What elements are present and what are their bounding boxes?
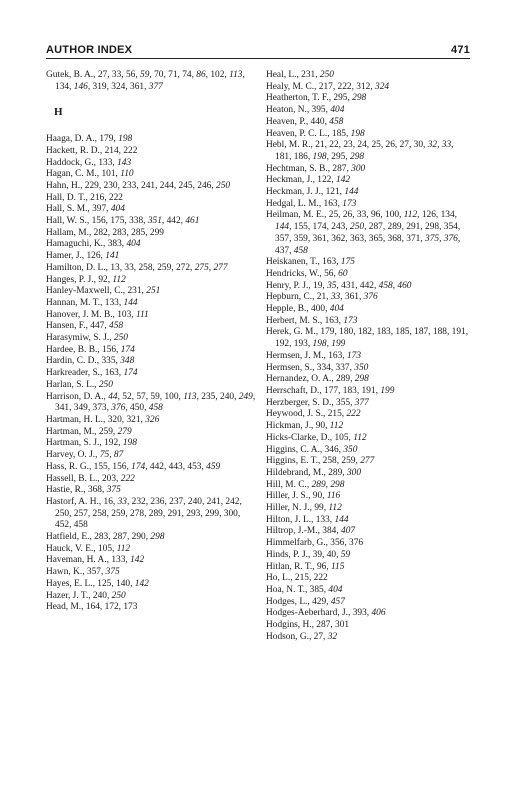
index-entry [46, 263, 256, 275]
reference-page-italic: 44 [108, 391, 118, 402]
reference-page-italic: 144 [344, 187, 359, 198]
index-entry [266, 210, 472, 257]
entry-text: , 341, 349, 373, [55, 391, 256, 414]
reference-page-italic: 112 [328, 503, 342, 514]
reference-page-italic: 377 [148, 81, 163, 92]
reference-page-italic: 59 [340, 549, 351, 560]
reference-page-italic: 35 [327, 280, 337, 291]
index-entry [266, 70, 472, 82]
index-entry [266, 82, 472, 94]
index-entry [46, 579, 256, 591]
index-entry [46, 438, 256, 450]
index-entry [266, 140, 472, 163]
index-entry [46, 146, 256, 158]
entry-text: Heal, L., 231, [266, 70, 320, 80]
reference-page-italic: 146 [73, 81, 88, 92]
index-entry [46, 286, 256, 298]
reference-page-italic: 249 [238, 391, 253, 402]
entry-text: Haaga, D. A., 179, [46, 134, 119, 145]
index-entry [266, 105, 472, 117]
entry-text: Hiller, N. J., 99, [266, 503, 329, 514]
entry-text: Ho, L., 215, 222 [266, 573, 328, 584]
entry-text: Hicks-Clarke, D., 105, [266, 432, 354, 443]
index-entry [46, 380, 256, 392]
reference-page-italic: 32, 33 [427, 140, 452, 151]
index-entry [46, 544, 256, 556]
entry-text: Hodges, L., 429, [266, 596, 331, 607]
index-entry [266, 164, 472, 176]
index-entry [266, 526, 472, 538]
reference-page-italic: 33 [117, 496, 127, 507]
entry-text: Hass, R. G., 155, 156, [46, 461, 132, 472]
entry-text: , 437, [275, 233, 461, 256]
reference-page-italic: 112 [329, 421, 344, 432]
reference-page-italic: 376 [111, 403, 126, 414]
entry-text: Harasymiw, S. J., [46, 333, 114, 344]
entry-text: , 181, 186, [275, 140, 454, 162]
index-entry [266, 304, 472, 316]
index-entry [266, 269, 472, 281]
index-entry [46, 555, 256, 567]
entry-text: Hamaguchi, K., 383, [46, 239, 127, 250]
reference-page-italic: 298 [150, 532, 165, 543]
reference-page-italic: 175 [340, 257, 355, 268]
entry-text: , 442, 443, 453, [145, 461, 207, 472]
entry-text: Heaven, P. C. L., 185, [266, 128, 351, 139]
index-entry [266, 562, 472, 574]
index-entry [46, 462, 256, 474]
reference-page-italic: 173 [343, 315, 358, 326]
reference-page-italic: 222 [346, 409, 361, 420]
entry-text: , 442, [161, 216, 186, 227]
reference-page-italic: 458 [293, 245, 308, 256]
index-entry [46, 298, 256, 310]
entry-text: Hauck, V. E., 105, [46, 543, 117, 554]
reference-page-italic: 250 [113, 333, 128, 344]
index-entry [46, 239, 256, 251]
index-entry [266, 597, 472, 609]
entry-text: , 126, 134, [417, 210, 457, 221]
running-header [46, 44, 470, 56]
entry-text: Hartman, M., 259, [46, 426, 118, 437]
index-entry [46, 497, 256, 532]
index-entry [46, 70, 256, 93]
entry-text: Hassell, B. L., 203, [46, 473, 121, 484]
entry-text: Hermsen, J. M., 163, [266, 350, 347, 361]
reference-page-italic: 279 [117, 426, 132, 437]
reference-page-italic: 404 [330, 105, 345, 116]
reference-page-italic: 376 [363, 292, 378, 303]
reference-page-italic: 32 [327, 631, 338, 642]
reference-page-italic: 289, 298 [311, 479, 345, 490]
reference-page-italic: 59 [140, 70, 150, 80]
entry-text: , 232, 236, 237, 240, 241, 242, 250, 257, 258, 259, 278, 289, 291, 293, 299, 300, 452, 458 [55, 496, 242, 531]
entry-text: Hebl, M. R., 21, 22, 23, 24, 25, 26, 27, 30, [266, 140, 428, 151]
reference-page-italic: 198 [350, 128, 365, 139]
reference-page-italic: 112 [403, 210, 418, 221]
entry-text: , 155, 174, 243, [289, 222, 350, 233]
reference-page-italic: 174 [131, 461, 146, 472]
index-entry [46, 134, 256, 146]
reference-page-italic: 404 [110, 204, 125, 215]
index-entry [46, 216, 256, 228]
reference-page-italic: 115 [331, 561, 345, 572]
reference-page-italic: 144 [275, 222, 290, 233]
reference-page-italic: 375, 376 [425, 233, 458, 244]
reference-page-italic: 457 [330, 596, 345, 607]
reference-page-italic: 173 [346, 350, 362, 361]
reference-page-italic: 142 [134, 578, 149, 589]
reference-page-italic: 298 [352, 93, 367, 104]
entry-text: Hardee, B. B., 156, [46, 344, 121, 355]
index-entry [46, 169, 256, 181]
entry-text: Hanges, P. J., 92, [46, 274, 113, 285]
reference-page-italic: 33 [330, 292, 341, 303]
entry-text: Heaton, N., 395, [266, 105, 331, 116]
index-entry [46, 532, 256, 544]
index-entry [266, 573, 472, 585]
index-entry [266, 421, 472, 433]
index-entry [46, 485, 256, 497]
entry-text: Hahn, H., 229, 230, 233, 241, 244, 245, 246, [46, 180, 217, 191]
entry-text: Hodges-Aeberhard, J., 393, [266, 608, 372, 619]
reference-page-italic: 143 [117, 157, 132, 168]
entry-text: , 134, [55, 70, 245, 92]
index-entry [266, 468, 472, 480]
index-entry [46, 602, 256, 614]
entry-text: , 52, 57, 59, 100, [117, 391, 184, 402]
entry-text: Harlan, S. L., [46, 379, 99, 390]
entry-text: , 70, 71, 74, [149, 70, 197, 80]
reference-page-italic: 250 [98, 379, 113, 390]
reference-page-italic: 350 [354, 362, 369, 373]
entry-text: Hansen, F., 447, [46, 321, 110, 332]
reference-page-italic: 174 [123, 368, 138, 379]
reference-page-italic: 110 [120, 169, 134, 180]
entry-text: Hendricks, W., 56, [266, 268, 339, 279]
entry-text: Heatherton, T. F., 295, [266, 93, 353, 104]
reference-page-italic: 174 [120, 344, 135, 355]
index-entry [266, 585, 472, 597]
entry-text: Heaven, P., 440, [266, 116, 330, 127]
entry-text: Hepburn, C., 21, [266, 292, 331, 303]
index-entry [266, 632, 472, 644]
reference-page-italic: 275, 277 [194, 262, 228, 273]
index-entry [266, 363, 472, 375]
index-entry [46, 450, 256, 462]
index-column-left [46, 70, 256, 614]
index-entry [266, 129, 472, 141]
index-entry [266, 257, 472, 269]
index-entry [266, 117, 472, 129]
entry-text: Hodgins, H., 287, 301 [266, 620, 350, 631]
reference-page-italic: 404 [329, 304, 344, 315]
index-entry [46, 591, 256, 603]
index-entry [266, 515, 472, 527]
entry-text: Hechtman, S. B., 287, [266, 163, 352, 174]
entry-text: Hastie, R., 368, [46, 485, 107, 496]
reference-page-italic: 250 [216, 180, 231, 191]
entry-text: Hildebrand, M., 289, [266, 467, 347, 478]
entry-text: Hickman, J., 90, [266, 421, 330, 432]
reference-page-italic: 198 [122, 438, 137, 449]
reference-page-italic: 250 [350, 222, 365, 233]
index-entry [46, 204, 256, 216]
reference-page-italic: 324 [375, 81, 390, 92]
entry-text: Heckman, J. J., 121, [266, 187, 345, 198]
entry-text: Hiller, J. S., 90, [266, 491, 327, 502]
index-entry [266, 374, 472, 386]
entry-text: Hiltrop, J.-M., 384, [266, 526, 341, 537]
entry-text: Hazer, J. T., 240, [46, 590, 112, 601]
entry-text: Herbert, M. S., 163, [266, 315, 344, 326]
index-entry [266, 292, 472, 304]
index-entry [266, 456, 472, 468]
entry-text: Harvey, O. J., [46, 450, 100, 461]
reference-page-italic: 298 [354, 374, 369, 385]
reference-page-italic: 112 [116, 543, 131, 554]
entry-text: , 235, 240, [196, 391, 239, 402]
index-entry [46, 321, 256, 333]
index-entry [266, 503, 472, 515]
reference-page-italic: 199 [380, 385, 395, 396]
entry-text: Hall, W. S., 156, 175, 338, [46, 216, 148, 227]
reference-page-italic: 111 [135, 309, 149, 320]
reference-page-italic: 458 [329, 116, 344, 127]
entry-text: Hermsen, S., 334, 337, [266, 362, 355, 373]
header-rule [46, 58, 470, 59]
reference-page-italic: 113 [229, 70, 243, 80]
reference-page-italic: 142 [130, 555, 145, 566]
reference-page-italic: 142 [336, 175, 351, 186]
index-entry [46, 567, 256, 579]
reference-page-italic: 116 [326, 491, 341, 502]
entry-text: Higgins, E. T., 258, 259, [266, 456, 361, 467]
index-entry [46, 368, 256, 380]
reference-page-italic: 350 [343, 444, 358, 455]
header-title: AUTHOR INDEX [46, 44, 133, 56]
index-entry [266, 620, 472, 632]
index-entry [266, 386, 472, 398]
page-number: 471 [451, 44, 470, 56]
entry-text: Haddock, G., 133, [46, 157, 118, 168]
reference-page-italic: 60 [338, 268, 348, 279]
entry-text: Henry, P. J., 19, [266, 280, 328, 291]
entry-text: Hoa, N. T., 385, [266, 584, 329, 595]
entry-text: Hawn, K., 357, [46, 567, 106, 578]
entry-text: Hedgal, L. M., 163, [266, 198, 343, 209]
reference-page-italic: 112 [353, 432, 367, 443]
index-entry [266, 199, 472, 211]
entry-text: Heiskanen, T., 163, [266, 257, 341, 268]
index-entry [266, 480, 472, 492]
entry-text: Herzberger, S. D., 355, [266, 397, 355, 408]
reference-page-italic: 348 [120, 356, 135, 367]
index-entry [266, 281, 472, 293]
reference-page-italic: 298 [350, 151, 365, 162]
reference-page-italic: 277 [360, 456, 375, 467]
index-entry [46, 333, 256, 345]
entry-text: Hanley-Maxwell, C., 231, [46, 286, 147, 297]
reference-page-italic: 75, 87 [99, 450, 124, 461]
entry-text: Heilman, M. E., 25, 26, 33, 96, 100, [266, 210, 404, 221]
entry-text: Gutek, B. A., 27, 33, 56, [46, 70, 141, 80]
entry-text: Hamilton, D. L., 13, 33, 258, 259, 272, [46, 262, 195, 273]
index-entry [46, 345, 256, 357]
reference-page-italic: 198 [312, 151, 327, 162]
entry-text: Hall, D. T., 216, 222 [46, 192, 123, 203]
entry-text: , 102, [205, 70, 230, 80]
reference-page-italic: 300 [346, 467, 362, 478]
reference-page-italic: 86 [196, 70, 206, 80]
entry-text: Hastorf, A. H., 16, [46, 496, 118, 507]
index-entry [266, 316, 472, 328]
index-entry [46, 193, 256, 205]
reference-page-italic: 198, 199 [312, 339, 346, 350]
index-entry [46, 392, 256, 415]
entry-text: Head, M., 164, 172, 173 [46, 602, 138, 613]
index-entry [46, 427, 256, 439]
entry-text: Hayes, E. L., 125, 140, [46, 578, 135, 589]
entry-text: , 361, [340, 292, 364, 303]
reference-page-italic: 404 [126, 239, 141, 250]
entry-text: Harrison, D. A., [46, 391, 109, 402]
index-entry [46, 474, 256, 486]
reference-page-italic: 250 [319, 70, 334, 80]
reference-page-italic: 458 [109, 321, 124, 332]
index-entry [266, 175, 472, 187]
entry-text: Harkreader, S., 163, [46, 368, 124, 379]
entry-text: Healy, M. C., 217, 222, 312, [266, 81, 376, 92]
reference-page-italic: 198 [118, 134, 133, 145]
reference-page-italic: 141 [105, 251, 120, 262]
index-entry [266, 187, 472, 199]
index-entry [266, 550, 472, 562]
index-entry [266, 491, 472, 503]
entry-text: Hallam, M., 282, 283, 285, 299 [46, 227, 164, 238]
index-entry [266, 327, 472, 350]
reference-page-italic: 461 [185, 216, 200, 227]
index-entry [46, 415, 256, 427]
entry-text: Hartman, H. L., 320, 321, [46, 414, 146, 425]
reference-page-italic: 377 [354, 397, 369, 408]
entry-text: Haveman, H. A., 133, [46, 555, 131, 566]
reference-page-italic: 458 [148, 403, 163, 414]
reference-page-italic: 458, 460 [378, 280, 412, 291]
entry-text: Hannan, M. T., 133, [46, 297, 124, 308]
entry-text: , 450, [125, 403, 149, 414]
entry-text: Hill, M. C., [266, 479, 312, 490]
index-entry [266, 93, 472, 105]
entry-text: , 295, [326, 151, 350, 162]
reference-page-italic: 406 [371, 608, 386, 619]
reference-page-italic: 113 [183, 391, 197, 402]
index-entry [46, 251, 256, 263]
reference-page-italic: 407 [341, 526, 356, 537]
index-entry [46, 275, 256, 287]
index-entry [46, 228, 256, 240]
index-entry [266, 538, 472, 550]
reference-page-italic: 112 [112, 274, 126, 285]
index-entry [46, 310, 256, 322]
entry-text: , 319, 324, 361, [87, 81, 149, 92]
entry-text: Hatfield, E., 283, 287, 290, [46, 532, 151, 543]
entry-text: Hartman, S. J., 192, [46, 438, 123, 449]
entry-text: Herrschaft, D., 177, 183, 191, [266, 385, 381, 396]
section-letter-heading: H [54, 106, 63, 119]
entry-text: Hodson, G., 27, [266, 631, 328, 642]
entry-text: Higgins, C. A., 346, [266, 444, 344, 455]
entry-text: Hinds, P. J., 39, 40, [266, 549, 341, 560]
entry-text: Heywood, J. S., 215, [266, 409, 347, 420]
index-entry [266, 409, 472, 421]
reference-page-italic: 404 [328, 584, 343, 595]
index-entry [266, 445, 472, 457]
index-entry [266, 398, 472, 410]
index-entry [266, 608, 472, 620]
entry-text: Hepple, B., 400, [266, 304, 330, 315]
index-entry [266, 351, 472, 363]
entry-text: Himmelfarb, G., 356, 376 [266, 538, 364, 549]
entry-text: , 287, 289, 291, 298, 354, 357, 359, 361, 362, 363, 365, 368, 371, [275, 222, 461, 244]
reference-page-italic: 144 [334, 514, 349, 525]
entry-text: Hagan, C. M., 101, [46, 169, 121, 180]
entry-text: Hardin, C. D., 335, [46, 356, 121, 367]
reference-page-italic: 144 [123, 297, 138, 308]
reference-page-italic: 173 [342, 198, 357, 209]
reference-page-italic: 250 [111, 590, 126, 601]
entry-text: Hernandez, O. A., 289, [266, 374, 355, 385]
reference-page-italic: 459 [206, 461, 221, 472]
index-entry [46, 356, 256, 368]
index-entry [46, 158, 256, 170]
entry-text: Hanover, J. M. B., 103, [46, 309, 136, 320]
entry-text: Hamer, J., 126, [46, 251, 106, 262]
reference-page-italic: 375 [105, 567, 120, 578]
entry-text: Hitlan, R. T., 96, [266, 561, 332, 572]
index-entry [266, 433, 472, 445]
reference-page-italic: 222 [120, 473, 135, 484]
index-column-right [266, 70, 472, 643]
reference-page-italic: 351 [147, 216, 162, 227]
entry-text: , 431, 442, [336, 280, 379, 291]
entry-text: Hall, S. M., 397, [46, 204, 111, 215]
entry-text: Hilton, J. L., 133, [266, 514, 335, 525]
index-entry [46, 181, 256, 193]
reference-page-italic: 375 [106, 485, 121, 496]
entry-text: Hackett, R. D., 214, 222 [46, 145, 138, 156]
entry-text: Heckman, J., 122, [266, 175, 337, 186]
entry-text: Herek, G. M., 179, 180, 182, 183, 185, 187, 188, 191, 192, 193, [266, 327, 469, 350]
reference-page-italic: 300 [351, 163, 366, 174]
reference-page-italic: 326 [145, 414, 160, 425]
reference-page-italic: 251 [146, 286, 161, 297]
